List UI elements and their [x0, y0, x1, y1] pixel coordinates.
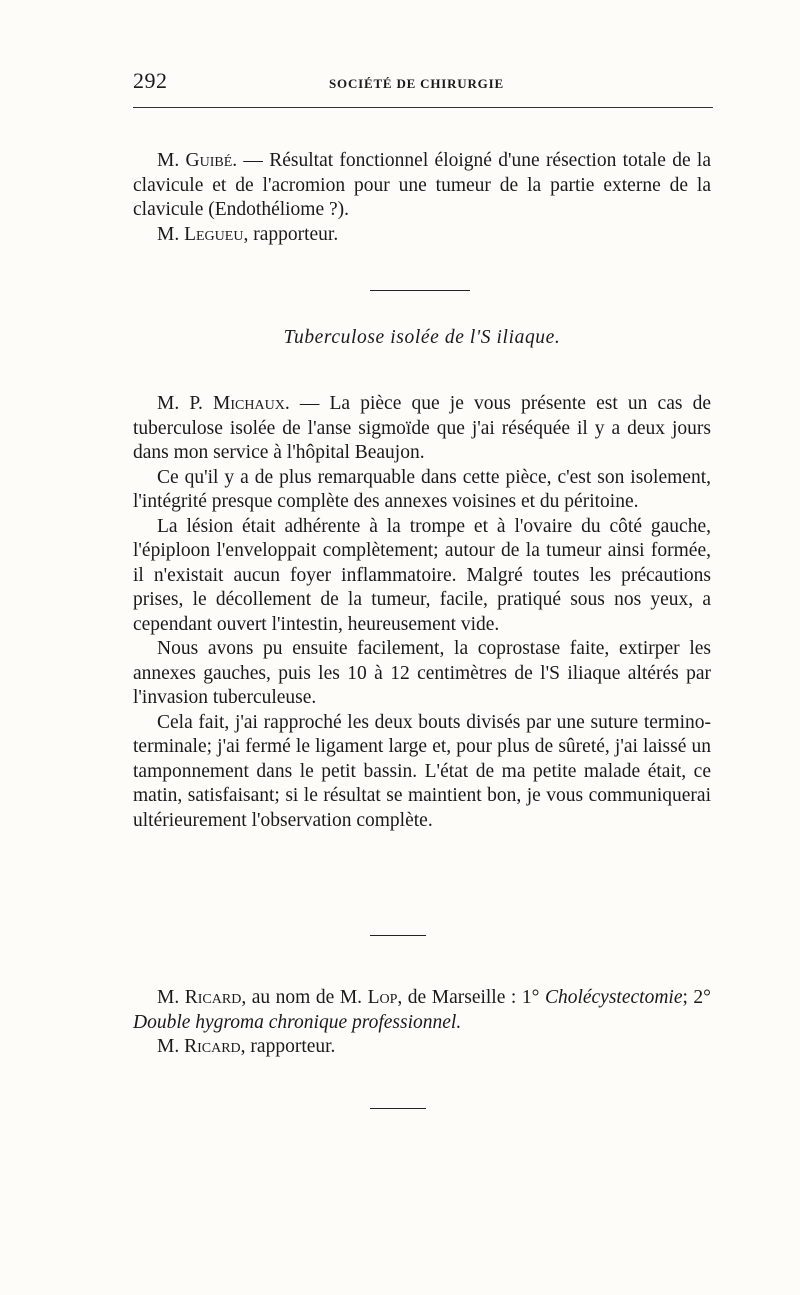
separator-rule: [370, 290, 470, 291]
michaux-paragraph-4: Nous avons pu ensuite facilement, la coprostase faite, extirper les annexes gauches, puis les 10 à 12 centimètres de l'S iliaque altérés par l'invasion tuberculeuse.: [133, 638, 711, 708]
ricard-text-a: , au nom de M.: [241, 987, 368, 1008]
ricard-speaker: Ricard: [184, 987, 242, 1008]
separator-rule: [370, 935, 426, 936]
guibe-text: — Résultat fonctionnel éloigné d'une résection totale de la clavicule et de l'acromion pour une tumeur de la partie externe de la clavicule (Endothéliome ?).: [133, 150, 712, 220]
header-rule: [133, 107, 713, 108]
rapporteur-prefix: M.: [157, 1036, 185, 1057]
michaux-paragraph-3: La lésion était adhérente à la trompe et à l'ovaire du côté gauche, l'épiploon l'enveloppait complètement; autour de la tumeur ainsi formée, il n'existait aucun foyer inflammatoire. Malgré toutes les précautions prises, le décollement de la tumeur, facile, pratiqué sous nos yeux, a cependant ouvert l'intestin, heureusement vide.: [133, 515, 711, 635]
rapporteur-suffix: , rapporteur.: [240, 1036, 336, 1057]
guibe-paragraph: [133, 149, 711, 223]
running-head: SOCIÉTÉ DE CHIRURGIE: [329, 76, 504, 91]
michaux-entry: [133, 392, 711, 833]
page-number: 292: [133, 68, 168, 93]
ricard-text-c: ; 2°: [682, 987, 711, 1008]
section-title: Tuberculose isolée de l'S iliaque.: [283, 327, 561, 348]
michaux-paragraph-1: [133, 392, 711, 466]
ricard-rapporteur: [133, 1035, 711, 1060]
rapporteur-name: Ricard: [184, 1036, 241, 1057]
ricard-entry: [133, 986, 711, 1060]
separator-rule: [370, 1108, 426, 1109]
guibe-rapporteur: [133, 223, 711, 248]
michaux-speaker: M. P. Michaux.: [157, 393, 290, 414]
ricard-paragraph: [133, 986, 711, 1035]
title-hygroma: Double hygroma chronique professionnel.: [133, 1011, 462, 1033]
ricard-text-b: , de Marseille : 1°: [397, 987, 545, 1008]
rapporteur-prefix: M.: [157, 223, 185, 245]
guibe-entry: [133, 149, 711, 247]
ricard-prefix: M.: [157, 987, 185, 1008]
lop-name: Lop: [367, 987, 398, 1008]
page-header: [133, 68, 713, 96]
michaux-paragraph-5: Cela fait, j'ai rapproché les deux bouts divisés par une suture termino-terminale; j'ai fermé le ligament large et, pour plus de sûreté, j'ai laissé un tamponnement dans le petit bassin. L'état de ma petite malade était, ce matin, satisfaisant; si le résultat se maintient bon, je vous communiquerai ultérieurement l'observation complète.: [133, 711, 711, 831]
michaux-text-1: — La pièce que je vous présente est un cas de tuberculose isolée de l'anse sigmoïde que j'ai réséquée il y a deux jours dans mon service à l'hôpital Beaujon.: [133, 393, 711, 463]
guibe-speaker: M. Guibé.: [157, 150, 238, 171]
rapporteur-name: Legueu: [184, 223, 244, 245]
title-cholecystectomie: Cholécystectomie: [544, 987, 683, 1008]
rapporteur-suffix: , rapporteur.: [243, 223, 339, 245]
michaux-paragraph-2: Ce qu'il y a de plus remarquable dans cette pièce, c'est son isolement, l'intégrité presque complète des annexes voisines et du péritoine.: [133, 466, 711, 512]
